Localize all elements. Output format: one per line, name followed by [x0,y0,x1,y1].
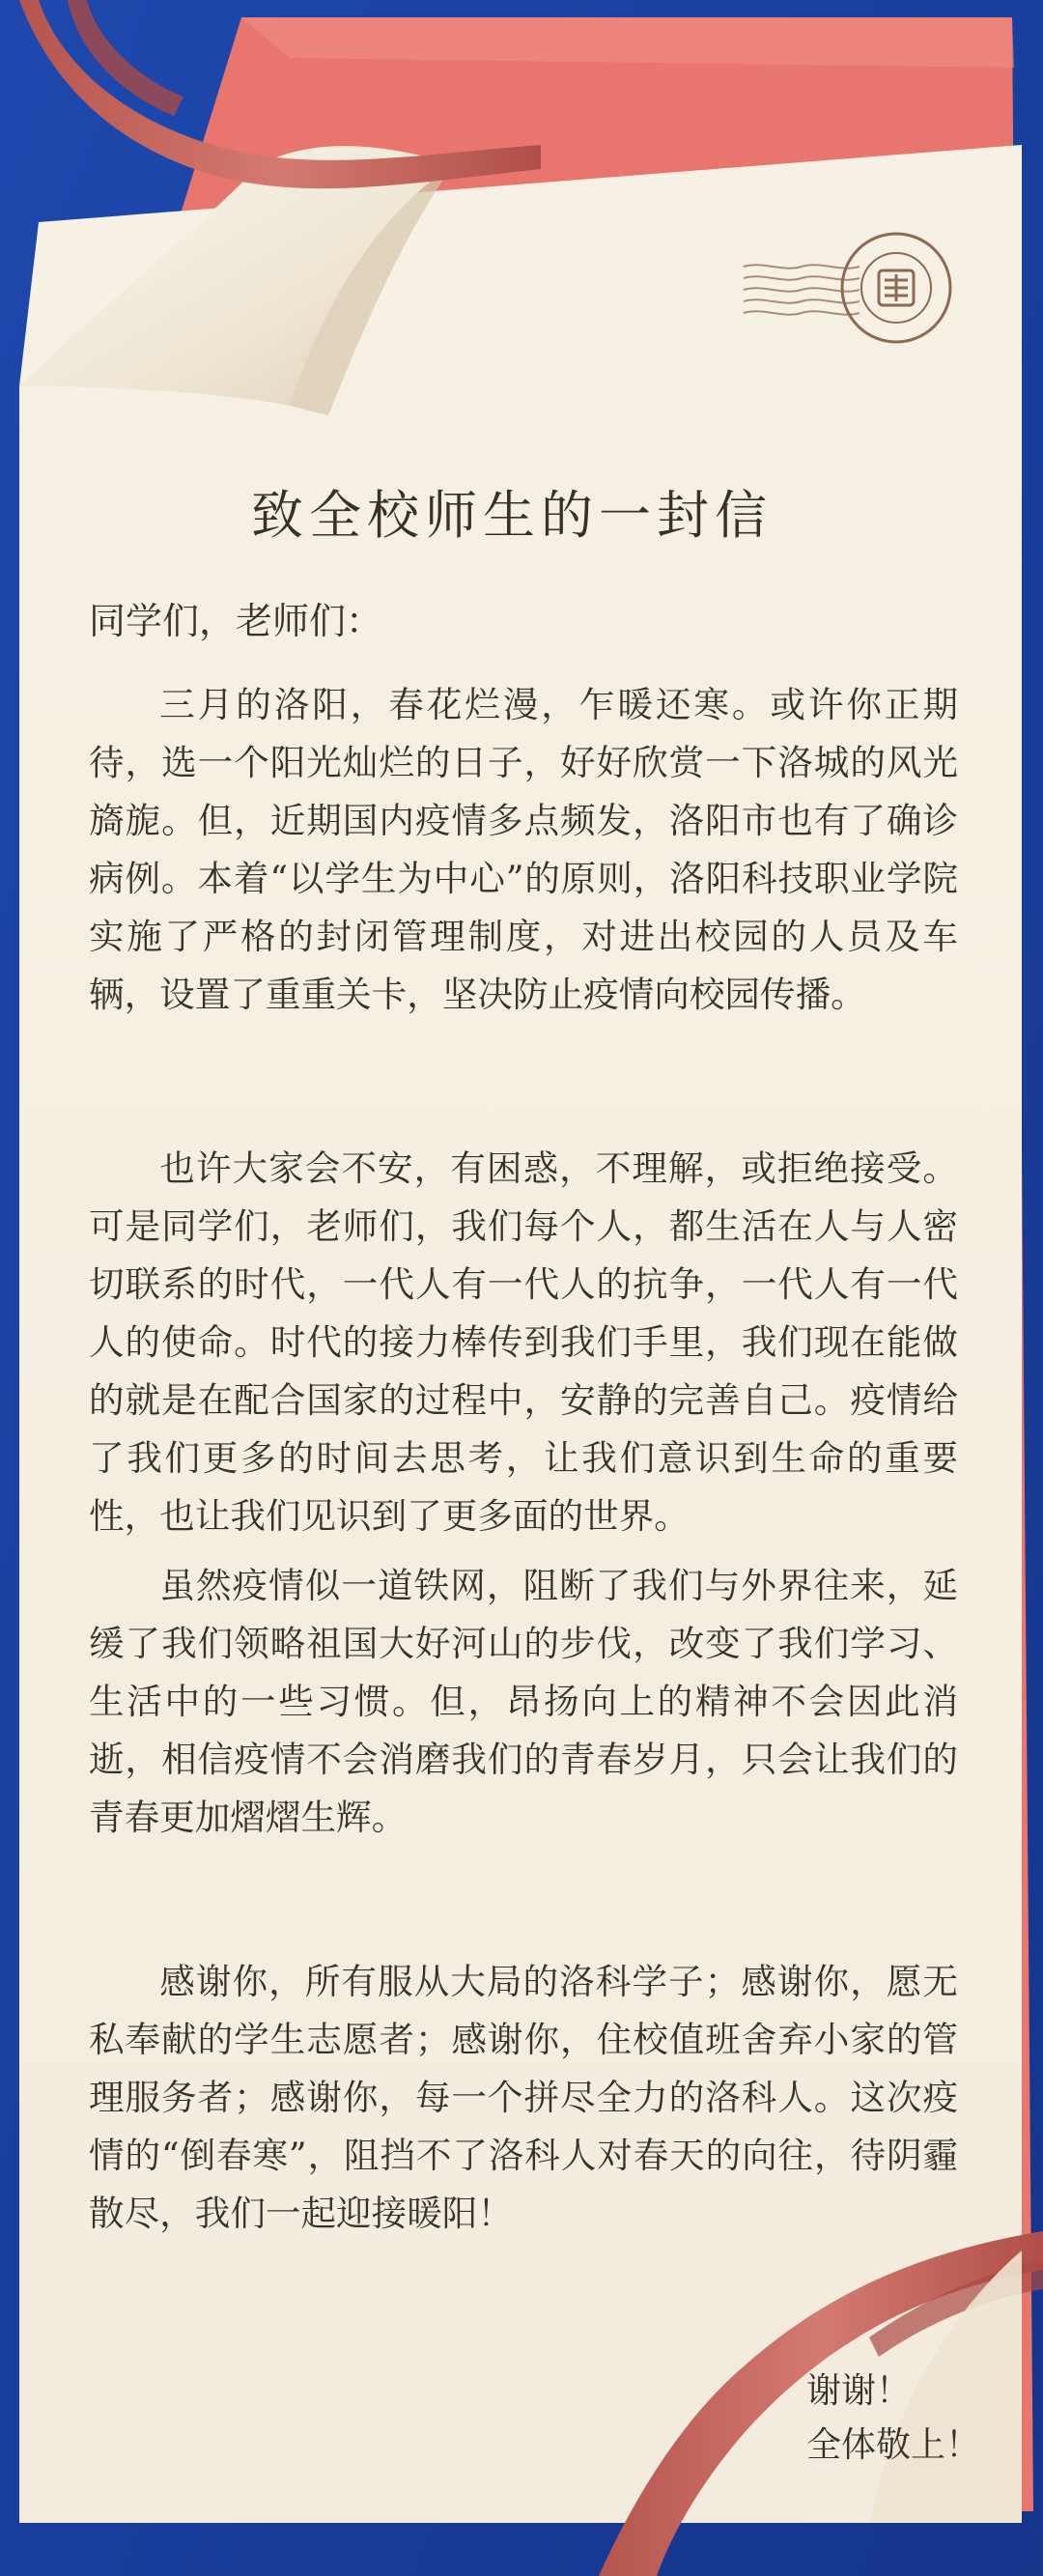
letter-title: 致全校师生的一封信 [251,485,773,547]
signoff-thanks: 谢谢！ [806,2371,912,2411]
paragraph-3: 虽然疫情似一道铁网，阻断了我们与外界往来，延缓了我们领略祖国大好河山的步伐，改变了我们学习、生活中的一些习惯。但，昂扬向上的精神不会因此消逝，相信疫情不会消磨我们的青春岁月，只会让我们的青春更加熠熠生辉。 [89,1565,958,1838]
paragraph-2: 也许大家会不安，有困惑，不理解，或拒绝接受。可是同学们，老师们，我们每个人，都生活在人与人密切联系的时代，一代人有一代人的抗争，一代人有一代人的使命。时代的接力棒传到我们手里，我们现在能做的就是在配合国家的过程中，安静的完善自己。疫情给了我们更多的时间去思考，让我们意识到生命的重要性，也让我们见识到了更多面的世界。 [89,1147,958,1537]
signoff [806,2364,980,2473]
paragraph-1: 三月的洛阳，春花烂漫，乍暖还寒。或许你正期待，选一个阳光灿烂的日子，好好欣赏一下洛城的风光旖旎。但，近期国内疫情多点频发，洛阳市也有了确诊病例。本着“以学生为中心”的原则，洛阳科技职业学院实施了严格的封闭管理制度，对进出校园的人员及车辆，设置了重重关卡，坚决防止疫情向校园传播。 [89,684,958,1015]
salutation: 同学们，老师们： [89,600,383,642]
signoff-signature: 全体敬上！ [806,2425,981,2465]
paragraph-4: 感谢你，所有服从大局的洛科学子；感谢你，愿无私奉献的学生志愿者；感谢你，住校值班舍弃小家的管理服务者；感谢你，每一个拼尽全力的洛科人。这次疫情的“倒春寒”，阻挡不了洛科人对春天的向往，待阴霾散尽，我们一起迎接暖阳！ [89,1961,958,2234]
college-seal-icon [734,230,956,346]
